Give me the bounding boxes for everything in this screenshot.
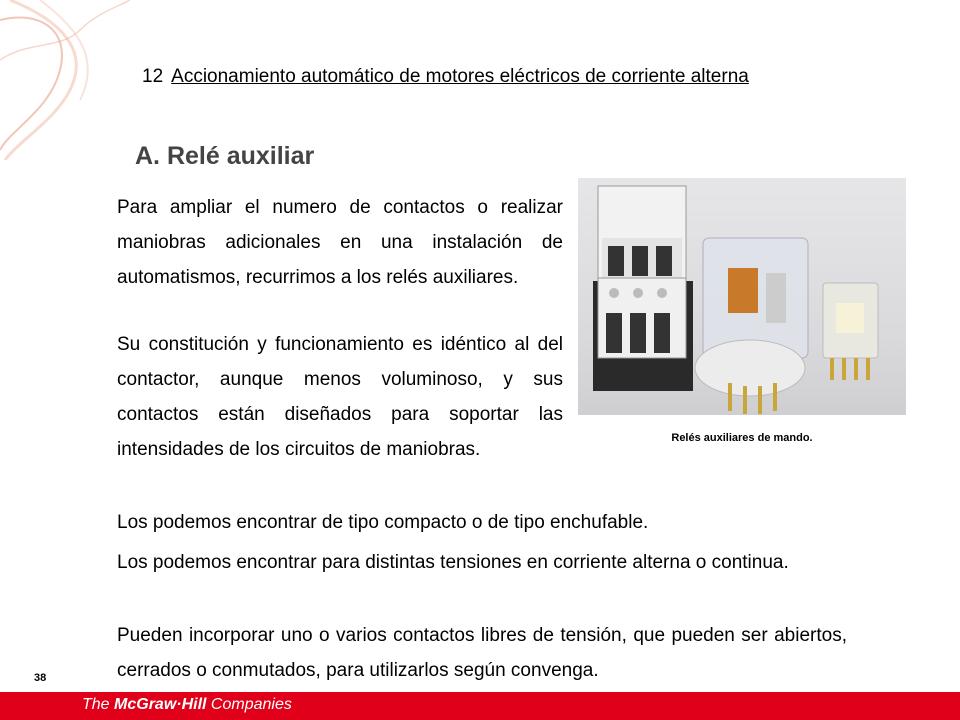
chapter-title: Accionamiento automático de motores eléctricos de corriente alterna — [171, 66, 749, 87]
brand-prefix: The — [82, 696, 115, 713]
paragraph-intro: Para ampliar el numero de contactos o realizar maniobras adicionales en una instalación de automatismos, recurrimos a los relés auxiliares. — [117, 197, 563, 288]
photo-caption: Relés auxiliares de mando. — [671, 432, 813, 444]
publisher-logo — [82, 696, 292, 714]
brand-suffix: Companies — [206, 696, 292, 713]
relay-photo — [578, 178, 906, 415]
section-title: A. Relé auxiliar — [135, 142, 315, 170]
relay-illustration — [578, 178, 906, 415]
footer-bar — [0, 692, 960, 720]
brand-name: McGraw·Hill — [114, 696, 207, 713]
page-number: 38 — [34, 672, 47, 684]
paragraph-constitution: Su constitución y funcionamiento es idéntico al del contactor, aunque menos voluminoso, y sus contactos están diseñados para soportar las intensidades de los circuitos de maniobras. — [117, 334, 563, 460]
chapter-header — [142, 66, 749, 88]
paragraph-contacts: Pueden incorporar uno o varios contactos libres de tensión, que pueden ser abiertos, cerrados o conmutados, para utilizarlos según convenga. — [117, 625, 847, 681]
chapter-number: 12 — [142, 66, 164, 87]
paragraph-voltages: Los podemos encontrar para distintas tensiones en corriente alterna o continua. — [117, 552, 789, 573]
paragraph-types: Los podemos encontrar de tipo compacto o de tipo enchufable. — [117, 512, 649, 533]
